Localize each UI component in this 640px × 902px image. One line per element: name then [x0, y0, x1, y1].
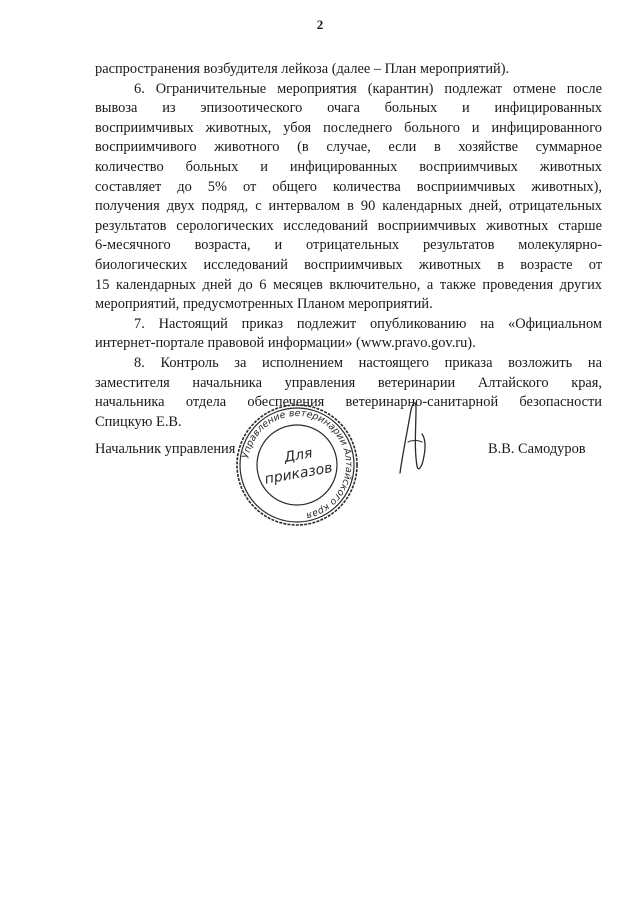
text-line: восприимчивого животного (в случае, если в хозяйстве суммарное: [95, 139, 602, 156]
text-line: получения двух подряд, с интервалом в 90 календарных дней, отрицательных: [95, 198, 602, 215]
text-line: составляет до 5% от общего количества восприимчивых животных),: [95, 178, 602, 195]
text-line: начальника отдела обеспечения ветеринарно-санитарной безопасности: [95, 394, 602, 411]
stamp-center-line2: приказов: [263, 460, 334, 488]
text-line: результатов серологических исследований восприимчивых животных старше: [95, 217, 602, 234]
paragraph-6-first-line: 6. Ограничительные мероприятия (карантин) подлежат отмене после: [134, 80, 602, 97]
text-line: вывоза из эпизоотического очага больных и инфицированных: [95, 100, 602, 117]
text-line: восприимчивых животных, убоя последнего больного и инфицированного: [95, 119, 602, 136]
text-line: 15 календарных дней до 6 месяцев включительно, а также проведения других: [95, 276, 602, 293]
text-line: количество больных и инфицированных восприимчивых животных: [95, 158, 602, 175]
stamp-center-line1: Для: [283, 445, 314, 466]
text-line: Спицкую Е.В.: [95, 413, 182, 430]
handwritten-signature: [392, 398, 432, 478]
text-line: 6-месячного возраста, и отрицательных результатов молекулярно-: [95, 237, 602, 254]
signatory-position: Начальник управления: [95, 441, 236, 457]
text-line: распространения возбудителя лейкоза (далее – План мероприятий).: [95, 61, 510, 77]
signatory-name: В.В. Самодуров: [488, 441, 586, 457]
page-number: 2: [316, 17, 324, 32]
text-line: заместителя начальника управления ветеринарии Алтайского края,: [95, 374, 602, 391]
paragraph-8-first-line: 8. Контроль за исполнением настоящего приказа возложить на: [134, 354, 602, 371]
text-line: интернет-портале правовой информации» (www.pravo.gov.ru).: [95, 335, 476, 352]
stamp-ring-text: Управление ветеринарии Алтайского края: [240, 407, 355, 522]
paragraph-7-first-line: 7. Настоящий приказ подлежит опубликованию на «Официальном: [134, 315, 602, 332]
text-line: биологических исследований восприимчивых животных в возрасте от: [95, 256, 602, 273]
document-body: [95, 60, 602, 432]
text-line: мероприятий, предусмотренных Планом мероприятий.: [95, 296, 433, 313]
official-stamp: [234, 402, 360, 528]
